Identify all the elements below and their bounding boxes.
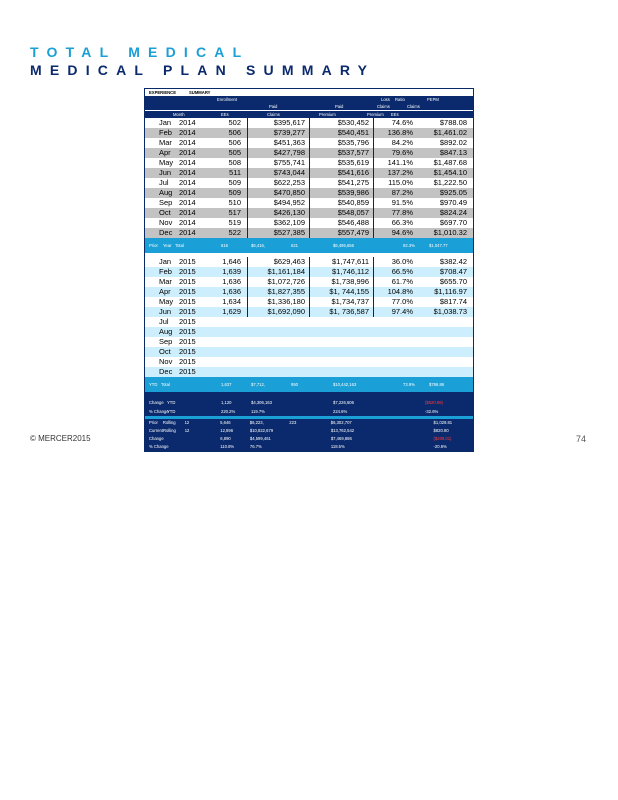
cell-pepm: $1,461.02 bbox=[433, 128, 467, 137]
table-row bbox=[145, 347, 473, 357]
header-summary: SUMMARY bbox=[189, 90, 211, 95]
cell-ees: 519 bbox=[228, 218, 241, 227]
ytd-claims: $7,712, bbox=[251, 381, 265, 387]
cell-ees: 1,636 bbox=[222, 277, 241, 286]
cell-paid-premium: $530,452 bbox=[309, 118, 373, 128]
rolling-row bbox=[145, 443, 473, 451]
cell-paid-premium: $535,619 bbox=[309, 158, 373, 168]
cell-month: Sep bbox=[159, 337, 173, 346]
cell-month: Mar bbox=[159, 277, 172, 286]
cell-pe: ($209.01) bbox=[433, 436, 452, 441]
cell-pepm: $655.70 bbox=[439, 277, 467, 286]
table-row bbox=[145, 327, 473, 337]
cell-paid-premium: $540,451 bbox=[309, 128, 373, 138]
cell-e: 12,896 bbox=[220, 428, 234, 433]
cell-year: 2014 bbox=[179, 118, 196, 127]
cell-paid-claims: $1,827,355 bbox=[247, 287, 309, 297]
cell-e: 5,646 bbox=[220, 420, 231, 425]
cell-paid-claims: $362,109 bbox=[247, 218, 309, 228]
cell-pepm: $817.74 bbox=[439, 297, 467, 306]
cell-paid-premium: $546,488 bbox=[309, 218, 373, 228]
cell-paid-claims: $629,463 bbox=[247, 257, 309, 267]
prior-pepm: $1,047.77 bbox=[429, 242, 448, 248]
cell-paid-premium: $1,734,737 bbox=[309, 297, 373, 307]
rows-2014 bbox=[145, 118, 473, 238]
cell-year: 2015 bbox=[179, 367, 196, 376]
cell-month: Oct bbox=[159, 347, 171, 356]
header-enrollment: Enrollment bbox=[217, 97, 238, 102]
table-row bbox=[145, 128, 473, 138]
cell-pepm: $970.49 bbox=[439, 198, 467, 207]
cell-paid-premium: $541,275 bbox=[309, 178, 373, 188]
prior-label: Prior bbox=[149, 242, 158, 248]
cell-month: May bbox=[159, 158, 174, 167]
cell-ees: 505 bbox=[228, 148, 241, 157]
cell-ees: 502 bbox=[228, 118, 241, 127]
table-header bbox=[145, 89, 473, 118]
table-row bbox=[145, 357, 473, 367]
cell-month: May bbox=[159, 297, 174, 306]
table-row bbox=[145, 168, 473, 178]
table-row bbox=[145, 158, 473, 168]
cell-a: Change bbox=[149, 436, 164, 441]
cell-paid-claims: $395,617 bbox=[247, 118, 309, 128]
table-row bbox=[145, 218, 473, 228]
cell-e: 220.2% bbox=[221, 408, 236, 414]
cell-pepm: $925.05 bbox=[439, 188, 467, 197]
cell-month: Apr bbox=[159, 287, 171, 296]
cell-loss-ratio: 104.8% bbox=[373, 287, 413, 297]
table-row bbox=[145, 257, 473, 267]
ytd-claims-b: 950 bbox=[291, 381, 298, 387]
table-row bbox=[145, 307, 473, 317]
cell-pepm: $1,487.68 bbox=[433, 158, 467, 167]
prior-loss-ratio: 92.3% bbox=[403, 242, 415, 248]
cell-p: $7,469,886 bbox=[330, 436, 352, 441]
cell-paid-claims: $739,277 bbox=[247, 128, 309, 138]
plan-summary-table bbox=[144, 88, 474, 452]
cell-p: 118.5% bbox=[330, 444, 345, 449]
cell-ees: 1,646 bbox=[222, 257, 241, 266]
cell-month: Feb bbox=[159, 267, 172, 276]
prior-ees: 616 bbox=[221, 242, 228, 248]
header-month: Month bbox=[173, 112, 185, 117]
ytd-premium: $10,442,163 bbox=[333, 381, 357, 387]
cell-year: 2015 bbox=[179, 357, 196, 366]
cell-paid-premium: $1, 736,587 bbox=[309, 307, 373, 317]
change-rows bbox=[145, 398, 473, 416]
table-row bbox=[145, 297, 473, 307]
cell-month: Mar bbox=[159, 138, 172, 147]
cell-year: 2014 bbox=[179, 228, 196, 237]
cell-month: Dec bbox=[159, 367, 173, 376]
cell-paid-premium: $537,577 bbox=[309, 148, 373, 158]
cell-paid-premium: $1,747,611 bbox=[309, 257, 373, 267]
page-title-total-medical: TOTAL MEDICAL bbox=[30, 44, 250, 60]
cell-year: 2015 bbox=[179, 267, 196, 276]
cell-ees: 506 bbox=[228, 138, 241, 147]
cell-e: 1,120 bbox=[221, 399, 232, 405]
ytd-label: YTD bbox=[149, 381, 158, 387]
cell-paid-premium: $539,986 bbox=[309, 188, 373, 198]
cell-year: 2015 bbox=[179, 337, 196, 346]
cell-loss-ratio: 97.4% bbox=[373, 307, 413, 317]
header-claims-a: Claims bbox=[377, 104, 390, 109]
cell-paid-claims: $427,798 bbox=[247, 148, 309, 158]
cell-pepm: $1,010.32 bbox=[433, 228, 467, 237]
cell-paid-claims: $743,044 bbox=[247, 168, 309, 178]
cell-c3: 223 bbox=[289, 420, 297, 425]
cell-a: % Change bbox=[149, 408, 169, 414]
cell-year: 2014 bbox=[179, 178, 196, 187]
cell-year: 2015 bbox=[179, 287, 196, 296]
cell-loss-ratio: 84.2% bbox=[373, 138, 413, 148]
cell-year: 2014 bbox=[179, 158, 196, 167]
cell-ees: 508 bbox=[228, 158, 241, 167]
cell-paid-claims: $451,363 bbox=[247, 138, 309, 148]
cell-pepm: $1,222.50 bbox=[433, 178, 467, 187]
cell-loss-ratio: 136.8% bbox=[373, 128, 413, 138]
cell-p: $7,226,606 bbox=[333, 399, 354, 405]
table-row bbox=[145, 178, 473, 188]
cell-year: 2014 bbox=[179, 188, 196, 197]
table-row bbox=[145, 337, 473, 347]
cell-c: $4,306,163 bbox=[251, 399, 272, 405]
cell-year: 2014 bbox=[179, 128, 196, 137]
cell-b: Rolling bbox=[162, 420, 176, 425]
page-title-plan-summary: MEDICAL PLAN SUMMARY bbox=[30, 62, 376, 78]
cell-month: Feb bbox=[159, 128, 172, 137]
prior-total-label: Total bbox=[175, 242, 184, 248]
header-loss: Loss bbox=[381, 97, 390, 102]
cell-loss-ratio: 94.6% bbox=[373, 228, 413, 238]
table-row bbox=[145, 148, 473, 158]
prior-claims: $6,416, bbox=[251, 242, 265, 248]
cell-year: 2015 bbox=[179, 277, 196, 286]
cell-month: Nov bbox=[159, 357, 173, 366]
cell-e: 110.8% bbox=[220, 444, 235, 449]
cell-c2: 12 bbox=[184, 420, 190, 425]
cell-paid-premium: $1, 744,155 bbox=[309, 287, 373, 297]
cell-c: $6,223, bbox=[249, 420, 264, 425]
cell-loss-ratio: 61.7% bbox=[373, 277, 413, 287]
cell-month: Aug bbox=[159, 188, 173, 197]
cell-a: % Change bbox=[149, 444, 169, 449]
cell-month: Nov bbox=[159, 218, 173, 227]
header-paid-premium: Paid bbox=[335, 104, 344, 109]
header-premium: Premium bbox=[319, 112, 336, 117]
cell-paid-claims: $527,385 bbox=[247, 228, 309, 238]
cell-pepm: $892.02 bbox=[439, 138, 467, 147]
cell-month: Jun bbox=[159, 168, 172, 177]
ytd-ees: 1,637 bbox=[221, 381, 232, 387]
cell-month: Apr bbox=[159, 148, 171, 157]
table-row bbox=[145, 198, 473, 208]
page-number: 74 bbox=[576, 434, 587, 444]
cell-loss-ratio: 36.0% bbox=[373, 257, 413, 267]
cell-pepm: $788.08 bbox=[439, 118, 467, 127]
cell-year: 2014 bbox=[179, 208, 196, 217]
header-experience: EXPERIENCE bbox=[149, 90, 176, 95]
cell-b: Rolling bbox=[162, 428, 176, 433]
cell-paid-claims: $1,161,184 bbox=[247, 267, 309, 277]
ytd-total-row bbox=[145, 377, 473, 392]
cell-paid-premium: $535,796 bbox=[309, 138, 373, 148]
header-pepm: PEPM bbox=[427, 97, 439, 102]
rows-2015 bbox=[145, 257, 473, 377]
cell-paid-claims: $494,952 bbox=[247, 198, 309, 208]
cell-pepm: $1,454.10 bbox=[433, 168, 467, 177]
copyright: © MERCER2015 bbox=[30, 434, 91, 443]
cell-paid-premium: $548,057 bbox=[309, 208, 373, 218]
table-row bbox=[145, 188, 473, 198]
rolling-rows bbox=[145, 419, 473, 451]
cell-loss-ratio: 77.0% bbox=[373, 297, 413, 307]
cell-year: 2015 bbox=[179, 307, 196, 316]
cell-pepm: $847.13 bbox=[439, 148, 467, 157]
cell-year: 2015 bbox=[179, 347, 196, 356]
cell-year: 2015 bbox=[179, 257, 196, 266]
cell-month: Jan bbox=[159, 118, 172, 127]
cell-month: Oct bbox=[159, 208, 171, 217]
cell-month: Jun bbox=[159, 307, 172, 316]
cell-pe: -32.6% bbox=[425, 408, 439, 414]
cell-pe: $1,029.81 bbox=[433, 420, 453, 425]
cell-paid-claims: $755,741 bbox=[247, 158, 309, 168]
cell-month: Dec bbox=[159, 228, 173, 237]
cell-c: $4,599,461 bbox=[249, 436, 271, 441]
cell-year: 2014 bbox=[179, 148, 196, 157]
cell-ees: 1,636 bbox=[222, 287, 241, 296]
cell-pepm: $708.47 bbox=[439, 267, 467, 276]
cell-loss-ratio: 66.3% bbox=[373, 218, 413, 228]
table-row bbox=[145, 277, 473, 287]
cell-paid-premium: $541,616 bbox=[309, 168, 373, 178]
cell-loss-ratio: 115.0% bbox=[373, 178, 413, 188]
cell-ees: 510 bbox=[228, 198, 241, 207]
cell-paid-claims: $1,336,180 bbox=[247, 297, 309, 307]
ytd-pepm: $786.86 bbox=[429, 381, 445, 387]
cell-ees: 509 bbox=[228, 178, 241, 187]
cell-ees: 1,634 bbox=[222, 297, 241, 306]
cell-month: Aug bbox=[159, 327, 173, 336]
cell-p: $6,302,707 bbox=[330, 420, 352, 425]
cell-year: 2014 bbox=[179, 198, 196, 207]
cell-loss-ratio: 87.2% bbox=[373, 188, 413, 198]
cell-paid-premium: $1,746,112 bbox=[309, 267, 373, 277]
header-claims-b: Claims bbox=[407, 104, 420, 109]
cell-ees: 1,629 bbox=[222, 307, 241, 316]
cell-loss-ratio: 141.1% bbox=[373, 158, 413, 168]
cell-year: 2014 bbox=[179, 168, 196, 177]
cell-paid-claims: $426,130 bbox=[247, 208, 309, 218]
header-claims: Claims bbox=[267, 112, 280, 117]
cell-loss-ratio: 91.5% bbox=[373, 198, 413, 208]
table-row bbox=[145, 208, 473, 218]
cell-loss-ratio: 79.6% bbox=[373, 148, 413, 158]
table-row bbox=[145, 367, 473, 377]
cell-paid-claims: $622,253 bbox=[247, 178, 309, 188]
header-premium2: Premium bbox=[367, 112, 384, 117]
change-row bbox=[145, 407, 473, 416]
table-row bbox=[145, 228, 473, 238]
cell-a: Prior bbox=[149, 420, 158, 425]
cell-paid-claims: $470,850 bbox=[247, 188, 309, 198]
cell-paid-premium: $557,479 bbox=[309, 228, 373, 238]
cell-e: 6,890 bbox=[220, 436, 231, 441]
cell-year: 2014 bbox=[179, 138, 196, 147]
cell-pe: -20.6% bbox=[433, 444, 447, 449]
cell-paid-claims: $1,072,726 bbox=[247, 277, 309, 287]
cell-month: Jul bbox=[159, 178, 169, 187]
header-ees: EEs bbox=[221, 112, 229, 117]
cell-loss-ratio: 77.8% bbox=[373, 208, 413, 218]
cell-c: $10,822,679 bbox=[249, 428, 274, 433]
header-ees2: EEs bbox=[391, 112, 399, 117]
table-row bbox=[145, 287, 473, 297]
cell-b: YTD bbox=[167, 399, 176, 405]
cell-pe: $820.80 bbox=[433, 428, 449, 433]
prior-year-total-row bbox=[145, 238, 473, 253]
cell-loss-ratio: 66.5% bbox=[373, 267, 413, 277]
cell-ees: 522 bbox=[228, 228, 241, 237]
cell-year: 2014 bbox=[179, 218, 196, 227]
cell-ees: 517 bbox=[228, 208, 241, 217]
table-row bbox=[145, 267, 473, 277]
cell-pepm: $824.24 bbox=[439, 208, 467, 217]
prior-premium: $6,495,656 bbox=[333, 242, 354, 248]
cell-ees: 511 bbox=[229, 168, 241, 177]
ytd-total-label: Total bbox=[161, 381, 170, 387]
cell-paid-claims: $1,692,090 bbox=[247, 307, 309, 317]
cell-c2: 12 bbox=[184, 428, 190, 433]
cell-year: 2015 bbox=[179, 327, 196, 336]
cell-year: 2015 bbox=[179, 317, 196, 326]
cell-c: 76.7% bbox=[249, 444, 262, 449]
table-row bbox=[145, 138, 473, 148]
prior-claims-b: 621 bbox=[291, 242, 298, 248]
cell-pepm: $1,116.97 bbox=[434, 287, 467, 296]
cell-loss-ratio: 137.2% bbox=[373, 168, 413, 178]
cell-b: YTD bbox=[167, 408, 176, 414]
cell-p: 224.6% bbox=[333, 408, 348, 414]
cell-pepm: $382.42 bbox=[439, 257, 467, 266]
cell-pepm: $1,038.73 bbox=[433, 307, 467, 316]
cell-year: 2015 bbox=[179, 297, 196, 306]
header-ratio: Ratio bbox=[395, 97, 405, 102]
cell-pe: ($520.88) bbox=[425, 399, 443, 405]
ytd-loss-ratio: 73.9% bbox=[403, 381, 415, 387]
prior-year-label: Year bbox=[163, 242, 172, 248]
cell-month: Sep bbox=[159, 198, 173, 207]
cell-month: Jan bbox=[159, 257, 172, 266]
cell-ees: 1,639 bbox=[222, 267, 241, 276]
cell-ees: 509 bbox=[228, 188, 241, 197]
cell-ees: 506 bbox=[228, 128, 241, 137]
table-row bbox=[145, 317, 473, 327]
cell-a: Change bbox=[149, 399, 164, 405]
cell-c: 119.7% bbox=[251, 408, 265, 414]
cell-paid-premium: $540,859 bbox=[309, 198, 373, 208]
cell-paid-premium: $1,738,996 bbox=[309, 277, 373, 287]
table-row bbox=[145, 118, 473, 128]
cell-month: Jul bbox=[159, 317, 169, 326]
cell-p: $13,762,542 bbox=[330, 428, 355, 433]
cell-loss-ratio: 74.6% bbox=[373, 118, 413, 128]
cell-pepm: $697.70 bbox=[439, 218, 467, 227]
header-paid-claims: Paid bbox=[269, 104, 278, 109]
cell-a: Current bbox=[149, 428, 163, 433]
